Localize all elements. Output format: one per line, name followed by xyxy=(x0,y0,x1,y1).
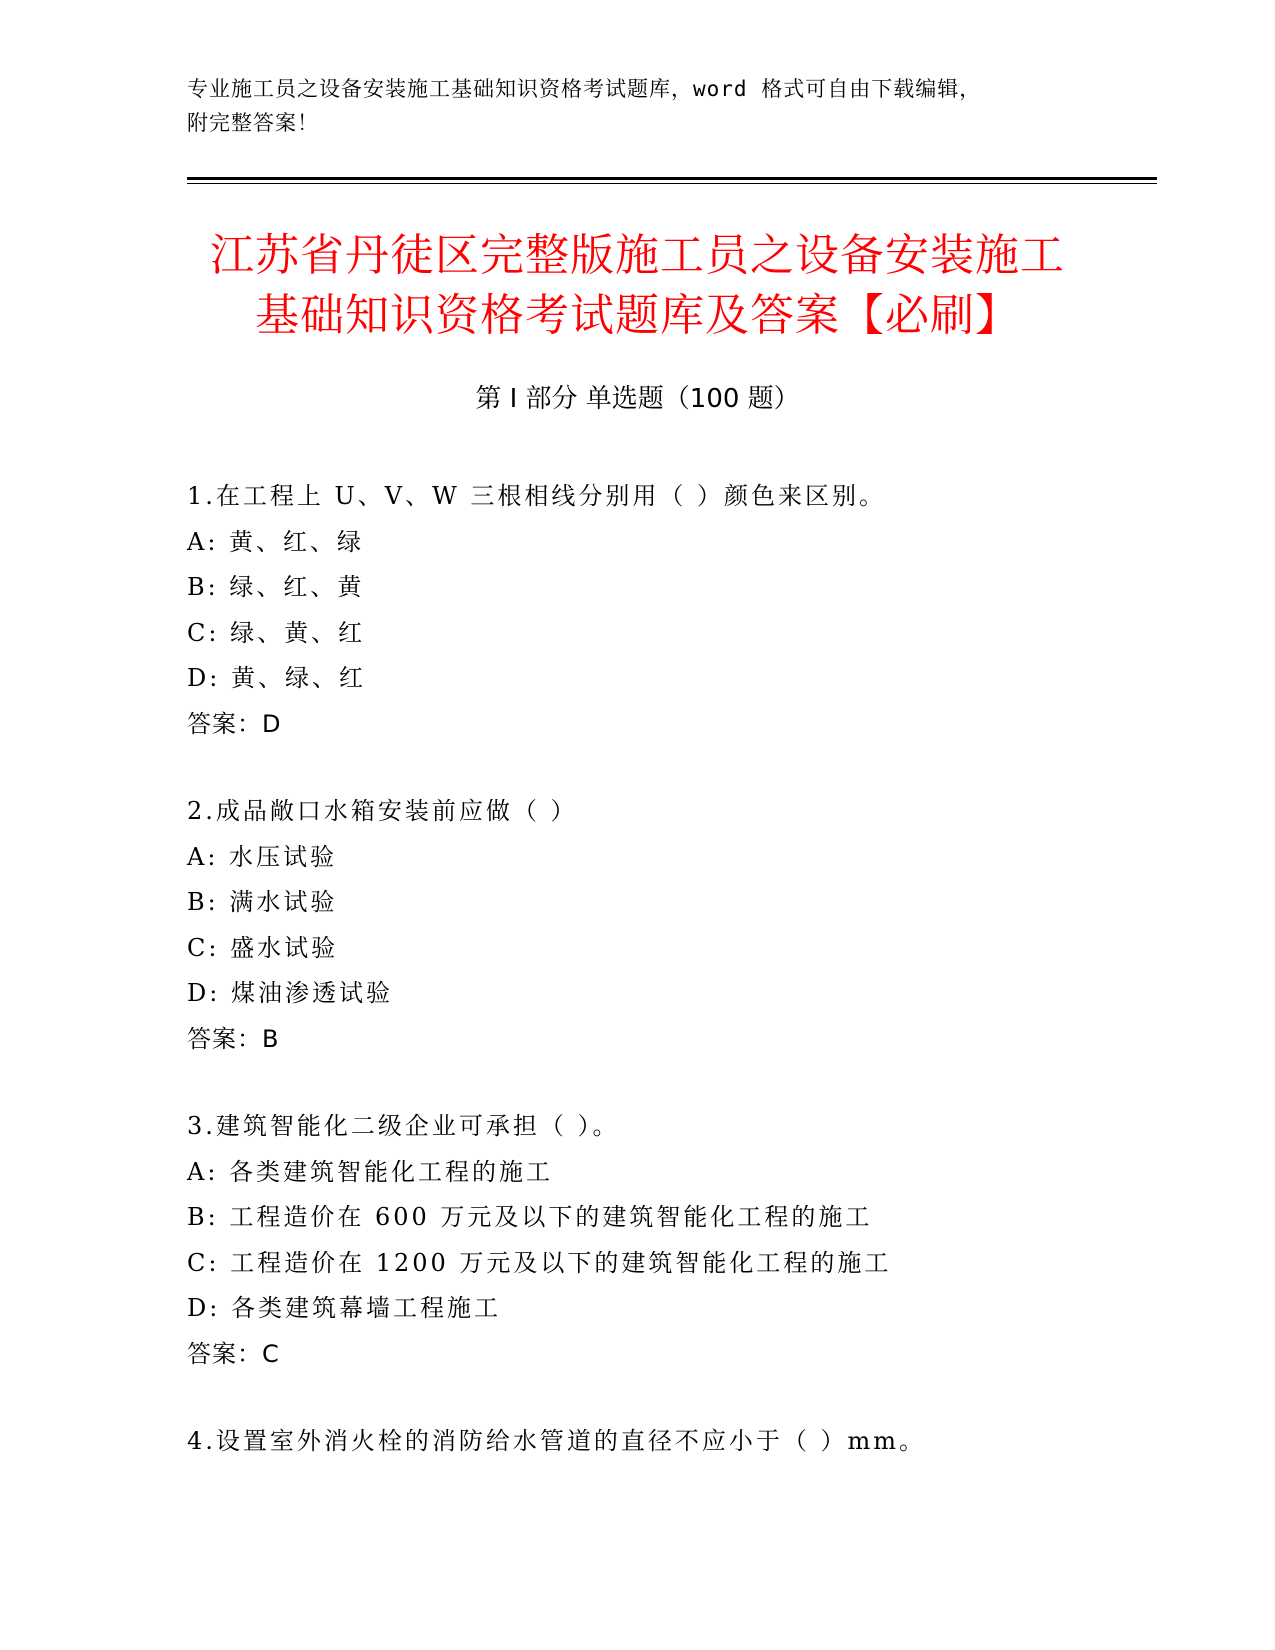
header-note xyxy=(187,72,1087,140)
question-1 xyxy=(187,474,1147,747)
question-3 xyxy=(187,1104,1147,1377)
question-stem: 2.成品敞口水箱安装前应做（ ） xyxy=(187,797,578,825)
header-divider-thick xyxy=(187,177,1157,180)
option-c: C: 盛水试验 xyxy=(187,933,339,962)
option-d: D: 各类建筑幕墙工程施工 xyxy=(187,1294,501,1322)
header-note-line-1: 专业施工员之设备安装施工基础知识资格考试题库，word 格式可自由下载编辑， xyxy=(187,77,982,101)
question-stem: 3.建筑智能化二级企业可承担（ ）。 xyxy=(187,1112,620,1140)
option-d: D: 黄、绿、红 xyxy=(187,664,366,692)
question-2 xyxy=(187,789,1147,1062)
question-stem: 1.在工程上 U、V、W 三根相线分别用（ ）颜色来区别。 xyxy=(187,482,887,510)
question-4 xyxy=(187,1419,1147,1465)
header-divider-thin xyxy=(187,183,1157,184)
option-a: A: 水压试验 xyxy=(187,842,338,871)
document-title-line-1: 江苏省丹徒区完整版施工员之设备安装施工 xyxy=(210,230,1065,281)
option-b: B: 绿、红、黄 xyxy=(187,573,365,601)
option-a: A: 各类建筑智能化工程的施工 xyxy=(187,1157,554,1186)
question-stem: 4.设置室外消火栓的消防给水管道的直径不应小于（ ）mm。 xyxy=(187,1427,927,1455)
question-list xyxy=(187,474,1147,1507)
option-d: D: 煤油渗透试验 xyxy=(187,979,393,1007)
section-title: 第 I 部分 单选题（100 题） xyxy=(475,384,800,414)
option-c: C: 工程造价在 1200 万元及以下的建筑智能化工程的施工 xyxy=(187,1248,892,1277)
option-c: C: 绿、黄、红 xyxy=(187,618,366,647)
answer: 答案：D xyxy=(187,709,282,738)
option-b: B: 满水试验 xyxy=(187,888,338,916)
header-note-line-2: 附完整答案！ xyxy=(187,111,319,135)
option-a: A: 黄、红、绿 xyxy=(187,527,365,556)
answer: 答案：B xyxy=(187,1024,280,1053)
document-title xyxy=(160,226,1115,346)
document-title-line-2: 基础知识资格考试题库及答案【必刷】 xyxy=(255,290,1020,341)
option-b: B: 工程造价在 600 万元及以下的建筑智能化工程的施工 xyxy=(187,1203,873,1231)
answer: 答案：C xyxy=(187,1339,280,1368)
